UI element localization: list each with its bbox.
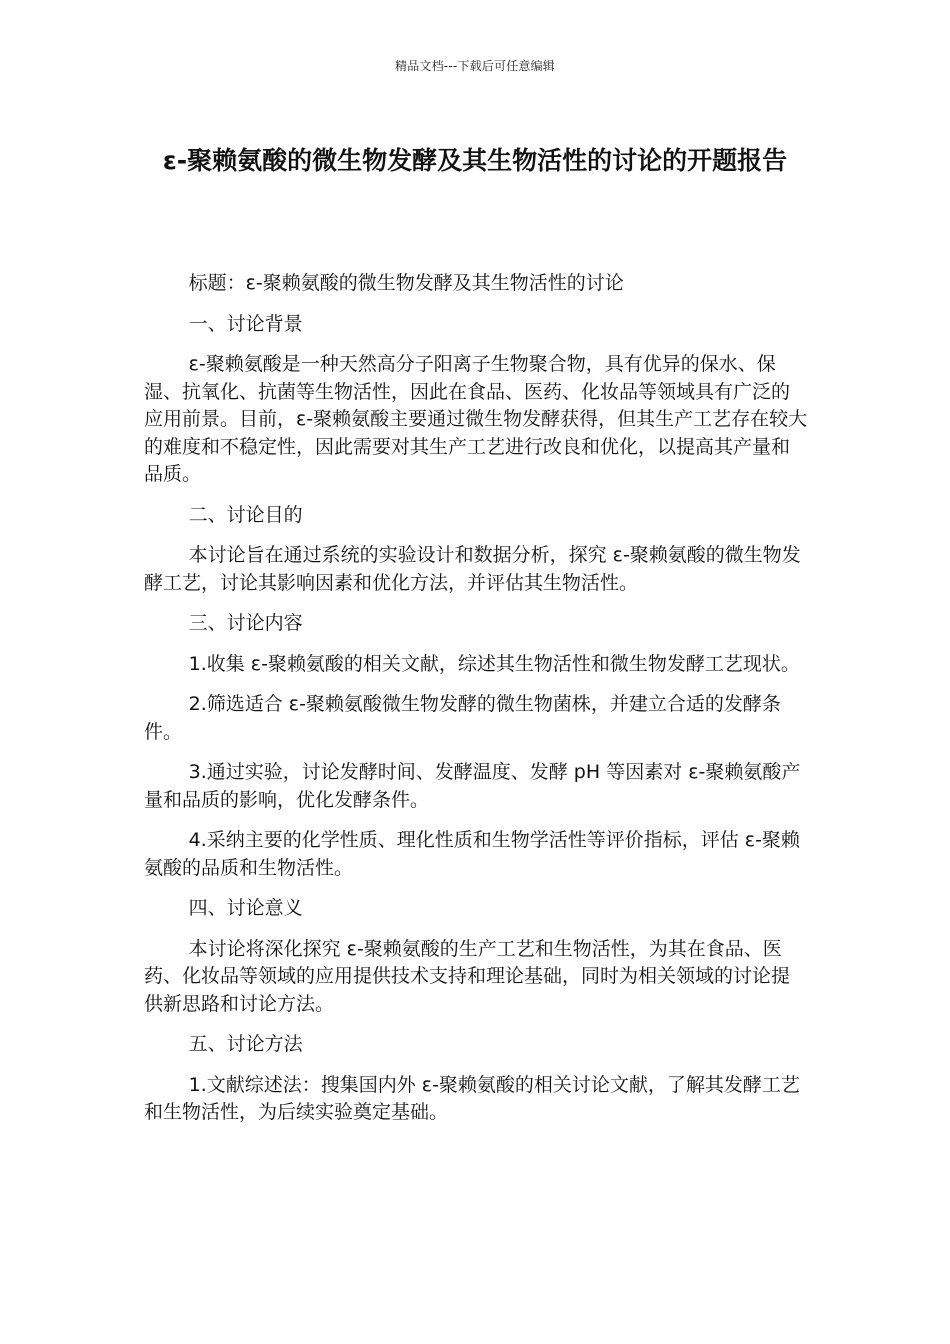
document-title: ε-聚赖氨酸的微生物发酵及其生物活性的讨论的开题报告: [162, 146, 788, 175]
background-paragraph: ε-聚赖氨酸是一种天然高分子阳离子生物聚合物，具有优异的保水、保湿、抗氧化、抗菌等生物活性，因此在食品、医药、化妆品等领域具有广泛的应用前景。目前，ε-聚赖氨酸主要通过微生物发酵获得，但其生产工艺存在较大的难度和不稳定性，因此需要对其生产工艺进行改良和优化，以提高其产量和品质。: [144, 353, 808, 485]
significance-paragraph: 本讨论将深化探究 ε-聚赖氨酸的生产工艺和生物活性，为其在食品、医药、化妆品等领域的应用提供技术支持和理论基础，同时为相关领域的讨论提供新思路和讨论方法。: [144, 937, 791, 1015]
section-heading-purpose: 二、讨论目的: [188, 503, 303, 526]
purpose-paragraph: 本讨论旨在通过系统的实验设计和数据分析，探究 ε-聚赖氨酸的微生物发酵工艺，讨论其影响因素和优化方法，并评估其生物活性。: [144, 544, 801, 594]
section-heading-methods: 五、讨论方法: [188, 1033, 303, 1055]
content-item: 2.筛选适合 ε-聚赖氨酸微生物发酵的微生物菌株，并建立合适的发酵条件。: [144, 693, 781, 743]
document-body: [144, 270, 808, 1140]
content-item: 1.收集 ε-聚赖氨酸的相关文献，综述其生物活性和微生物发酵工艺现状。: [188, 652, 800, 675]
section-heading-background: 一、讨论背景: [188, 312, 303, 335]
content-item: 3.通过实验，讨论发酵时间、发酵温度、发酵 pH 等因素对 ε-聚赖氨酸产量和品质的影响，优化发酵条件。: [144, 761, 801, 811]
method-item: 1.文献综述法：搜集国内外 ε-聚赖氨酸的相关讨论文献，了解其发酵工艺和生物活性，为后续实验奠定基础。: [144, 1073, 800, 1123]
content-item: 4.采纳主要的化学性质、理化性质和生物学活性等评价指标，评估 ε-聚赖氨酸的品质和生物活性。: [144, 829, 800, 879]
subject-line: 标题：ε-聚赖氨酸的微生物发酵及其生物活性的讨论: [188, 272, 624, 294]
page-header-note: 精品文档---下载后可任意编辑: [395, 59, 555, 73]
section-heading-significance: 四、讨论意义: [188, 897, 303, 919]
section-heading-content: 三、讨论内容: [188, 612, 303, 634]
